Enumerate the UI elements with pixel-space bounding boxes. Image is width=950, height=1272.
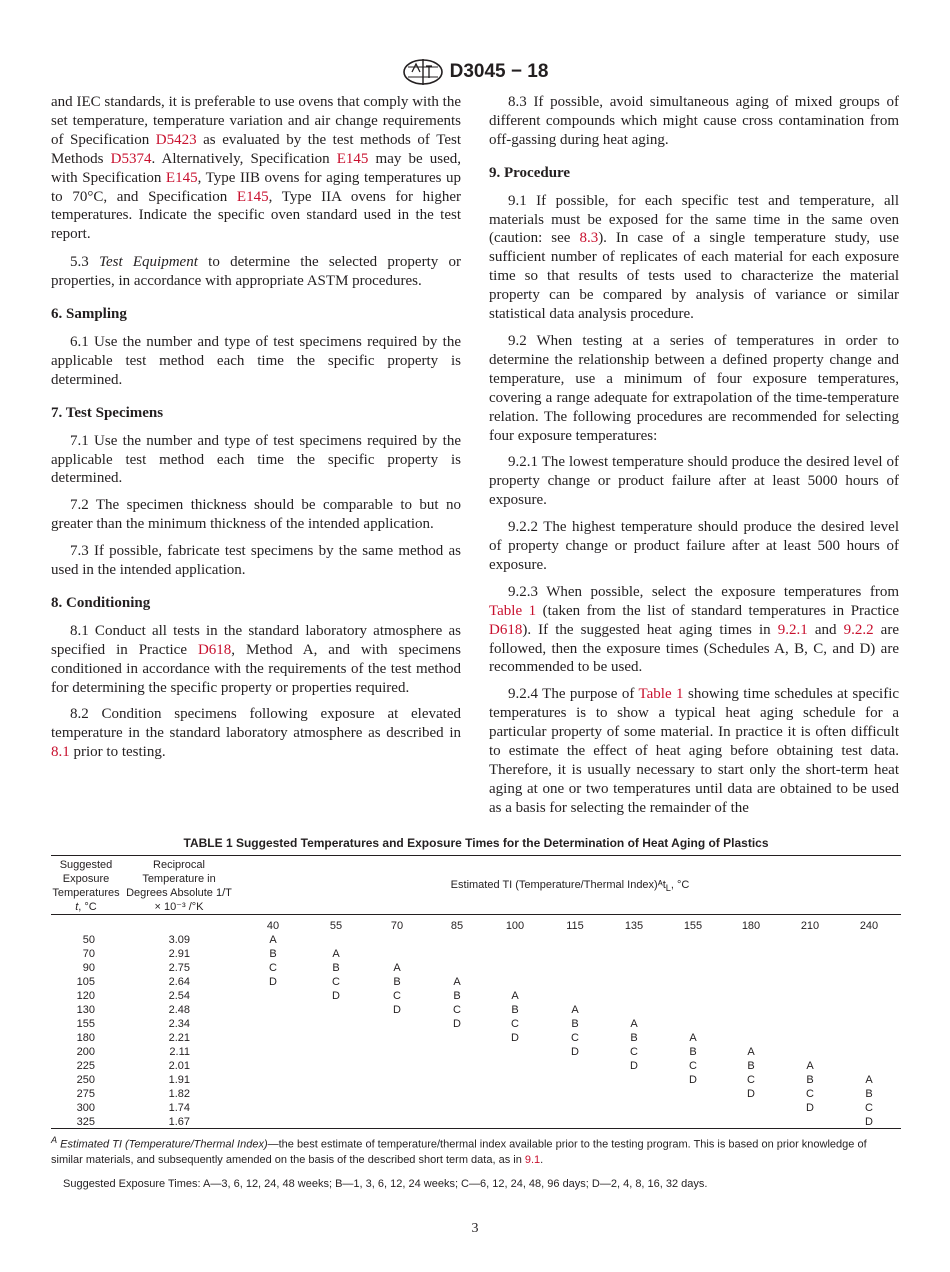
schedule-cell: A bbox=[747, 1046, 755, 1058]
ti-column-header: 85 bbox=[450, 920, 464, 932]
text-run: 6.1 Use the number and type of test specimens required by the applicable test method each time the specific property is determined. bbox=[51, 333, 461, 388]
text-run: 9.2.1 The lowest temperature should produce the desired level of property change or product failure after at least 5000 hours of exposure. bbox=[489, 454, 899, 509]
cross-reference-link[interactable]: 9.2.2 bbox=[843, 621, 874, 638]
reciprocal-cell: 3.09 bbox=[168, 934, 190, 946]
temperature-cell: 225 bbox=[76, 1060, 95, 1072]
text-run: , Type IIB ovens for aging temperatures up to 70°C, and Specification bbox=[51, 169, 461, 205]
reciprocal-cell: 2.11 bbox=[169, 1046, 190, 1058]
reciprocal-cell: 1.91 bbox=[168, 1074, 190, 1086]
schedule-cell: B bbox=[689, 1046, 697, 1058]
emphasis-text: Test Equipment bbox=[99, 254, 198, 271]
col-header-estimated-ti: Estimated TI (Temperature/Thermal Index)ᴬt$_L$, °C bbox=[450, 879, 690, 894]
temperature-cell: 105 bbox=[76, 976, 95, 988]
reciprocal-cell: 2.75 bbox=[168, 962, 190, 974]
reciprocal-cell: 1.74 bbox=[168, 1102, 190, 1114]
text-run: ). In case of a single temperature study, use sufficient number of replicates of each material for each exposure time so that results of tests used to characterize the material property can be compared by analysis of variance or similar statistical data analysis procedure. bbox=[489, 230, 899, 323]
reciprocal-cell: 2.54 bbox=[168, 990, 190, 1002]
schedule-cell: B bbox=[453, 990, 461, 1002]
para-9-2-1 bbox=[489, 453, 899, 510]
ti-column-header: 100 bbox=[505, 920, 525, 932]
ti-column-header: 155 bbox=[683, 920, 703, 932]
text-run: 7.3 If possible, fabricate test specimens by the same method as used in the intended application. bbox=[51, 543, 461, 579]
reciprocal-cell: 2.21 bbox=[168, 1032, 190, 1044]
cross-reference-link[interactable]: D618 bbox=[197, 641, 232, 658]
text-run: 9.2.3 When possible, select the exposure temperatures from bbox=[508, 583, 899, 600]
text-run: 8.1 Conduct all tests in the standard laboratory atmosphere as specified in Practice bbox=[51, 622, 461, 658]
reciprocal-cell: 1.82 bbox=[168, 1088, 190, 1100]
text-run: 7.1 Use the number and type of test specimens required by the applicable test method each time the specific property is determined. bbox=[51, 432, 461, 487]
reciprocal-cell: 2.34 bbox=[168, 1018, 190, 1030]
cross-reference-link[interactable]: 8.1 bbox=[51, 744, 70, 761]
page-header bbox=[0, 58, 950, 86]
reciprocal-cell: 1.67 bbox=[168, 1116, 190, 1128]
heading-test-specimens: 7. Test Specimens bbox=[51, 404, 164, 421]
para-7-2 bbox=[51, 496, 461, 534]
cross-reference-link[interactable]: D5374 bbox=[110, 150, 152, 167]
schedule-cell: C bbox=[865, 1102, 873, 1114]
ti-column-header: 55 bbox=[329, 920, 343, 932]
heading-conditioning: 8. Conditioning bbox=[51, 594, 151, 611]
text-run: ). If the suggested heat aging times in bbox=[522, 621, 778, 638]
cross-reference-link[interactable]: E145 bbox=[336, 150, 369, 167]
text-run: may be used, with Specification bbox=[51, 150, 461, 186]
temperature-cell: 250 bbox=[76, 1074, 95, 1086]
footnote-link[interactable]: 9.1 bbox=[524, 1153, 541, 1166]
schedule-cell: A bbox=[630, 1018, 638, 1030]
temperature-cell: 300 bbox=[76, 1102, 95, 1114]
para-9-1 bbox=[489, 192, 899, 324]
text-run: and bbox=[807, 621, 844, 638]
text-run: 8.3 If possible, avoid simultaneous aging of mixed groups of different compounds which might cause cross contamination from off-gassing during heat aging. bbox=[489, 94, 899, 148]
temperature-cell: 50 bbox=[82, 934, 95, 946]
text-run: 9.2 When testing at a series of temperatures in order to determine the relationship between a defined property change and temperature, use a minimum of four exposure temperatures, covering a range adequate for extrapolation of the time-temperature relation. The following procedures are recommended for selecting four exposure temperatures: bbox=[489, 332, 899, 444]
para-7-1 bbox=[51, 432, 461, 489]
table-header-rule bbox=[51, 914, 901, 915]
schedule-cell: B bbox=[630, 1032, 638, 1044]
reciprocal-cell: 2.48 bbox=[168, 1004, 190, 1016]
text-run: showing time schedules at specific temperatures is to show a typical heat aging schedule for a particular property of some material. In practice it is often difficult to estimate the effect of heat aging before obtaining test data. Therefore, it is usually necessary to start only the short-term heat aging at one or two temperatures until data are obtained to be used as a basis for selecting the remainder of the bbox=[489, 686, 900, 816]
para-9-2-4 bbox=[489, 685, 899, 817]
text-run: as evaluated by the test methods of Test Methods bbox=[51, 131, 461, 167]
temperature-cell: 70 bbox=[82, 948, 95, 960]
ti-column-header: 180 bbox=[741, 920, 761, 932]
reciprocal-cell: 2.91 bbox=[168, 948, 190, 960]
text-run: (taken from the list of standard temperatures in Practice bbox=[536, 602, 899, 619]
cross-reference-link[interactable]: 9.2.1 bbox=[777, 621, 808, 638]
schedule-cell: A bbox=[689, 1032, 697, 1044]
schedule-cell: C bbox=[806, 1088, 814, 1100]
col-header-temperature: Suggested Exposure Temperatures t, °C bbox=[52, 859, 120, 913]
astm-logo-icon bbox=[402, 58, 444, 86]
text-run: prior to testing. bbox=[69, 744, 166, 761]
ti-column-header: 70 bbox=[390, 920, 404, 932]
text-run: and IEC standards, it is preferable to use ovens that comply with the set temperature, temperature variation and air change requirements of Specification bbox=[51, 94, 461, 148]
cross-reference-link[interactable]: Table 1 bbox=[638, 686, 684, 703]
text-run: to determine the selected property or properties, in accordance with appropriate ASTM procedures. bbox=[51, 254, 462, 290]
schedule-cell: B bbox=[393, 976, 401, 988]
text-run: . Alternatively, Specification bbox=[151, 150, 337, 167]
schedule-cell: C bbox=[332, 976, 340, 988]
schedule-cell: D bbox=[689, 1074, 697, 1086]
schedule-cell: C bbox=[393, 990, 401, 1002]
para-8-3 bbox=[489, 93, 899, 150]
schedule-cell: D bbox=[806, 1102, 814, 1114]
para-9-2 bbox=[489, 332, 899, 445]
temperature-cell: 90 bbox=[82, 962, 95, 974]
schedule-cell: D bbox=[571, 1046, 579, 1058]
schedule-cell: D bbox=[511, 1032, 519, 1044]
para-5-3 bbox=[51, 253, 461, 291]
table-bottom-rule bbox=[51, 1128, 901, 1129]
reciprocal-cell: 2.64 bbox=[168, 976, 190, 988]
table-top-rule bbox=[51, 855, 901, 856]
text-run: 9.1 If possible, for each specific test and temperature, all materials must be exposed for the same time in the same oven (caution: see bbox=[489, 192, 899, 247]
text-run: 9.2.4 The purpose of bbox=[508, 686, 639, 703]
schedule-cell: D bbox=[865, 1116, 873, 1128]
schedule-cell: C bbox=[571, 1032, 579, 1044]
schedule-cell: D bbox=[630, 1060, 638, 1072]
ti-column-header: 210 bbox=[800, 920, 820, 932]
left-column bbox=[51, 93, 461, 770]
ti-column-header: 135 bbox=[624, 920, 644, 932]
para-6-1 bbox=[51, 333, 461, 390]
cross-reference-link[interactable]: D5423 bbox=[155, 131, 197, 148]
text-run: 7.2 The specimen thickness should be comparable to but no greater than the minimum thickness of the intended application. bbox=[51, 497, 461, 533]
schedule-cell: A bbox=[865, 1074, 873, 1086]
schedule-cell: A bbox=[453, 976, 461, 988]
schedule-cell: C bbox=[689, 1060, 697, 1072]
schedule-cell: D bbox=[453, 1018, 461, 1030]
schedule-cell: C bbox=[453, 1004, 461, 1016]
para-7-3 bbox=[51, 542, 461, 580]
standard-designation: D3045 − 18 bbox=[449, 61, 549, 82]
schedule-cell: B bbox=[511, 1004, 519, 1016]
ti-column-header: 240 bbox=[859, 920, 879, 932]
temperature-cell: 200 bbox=[76, 1046, 95, 1058]
schedule-cell: A bbox=[806, 1060, 814, 1072]
schedule-cell: D bbox=[747, 1088, 755, 1100]
text-run: are followed, then the exposure times (Schedules A, B, C, and D) are recommended to be used. bbox=[489, 621, 899, 676]
page-number: 3 bbox=[471, 1221, 479, 1236]
temperature-cell: 180 bbox=[76, 1032, 95, 1044]
temperature-cell: 120 bbox=[76, 990, 95, 1002]
table-title: TABLE 1 Suggested Temperatures and Exposure Times for the Determination of Heat Aging of Plastics bbox=[183, 836, 769, 850]
ti-column-header: 40 bbox=[266, 920, 280, 932]
schedule-cell: B bbox=[332, 962, 340, 974]
para-8-2 bbox=[51, 705, 461, 762]
reciprocal-cell: 2.01 bbox=[168, 1060, 190, 1072]
col-header-reciprocal: Reciprocal Temperature in Degrees Absolute 1/T × 10⁻³ /°K bbox=[126, 859, 232, 913]
cross-reference-link[interactable]: E145 bbox=[165, 169, 198, 186]
schedule-cell: A bbox=[269, 934, 277, 946]
ti-column-header: 115 bbox=[566, 920, 584, 932]
temperature-cell: 325 bbox=[76, 1116, 95, 1128]
schedule-cell: B bbox=[269, 948, 277, 960]
heading-procedure: 9. Procedure bbox=[489, 164, 571, 181]
cross-reference-link[interactable]: Table 1 bbox=[489, 602, 537, 619]
schedule-cell: C bbox=[747, 1074, 755, 1086]
schedule-cell: B bbox=[865, 1088, 873, 1100]
schedule-cell: A bbox=[571, 1004, 579, 1016]
schedule-cell: D bbox=[393, 1004, 401, 1016]
schedule-cell: A bbox=[511, 990, 519, 1002]
schedule-cell: D bbox=[332, 990, 340, 1002]
schedule-cell: C bbox=[511, 1018, 519, 1030]
schedule-cell: B bbox=[806, 1074, 814, 1086]
schedule-cell: A bbox=[393, 962, 401, 974]
temperature-cell: 155 bbox=[76, 1018, 95, 1030]
schedule-cell: D bbox=[269, 976, 277, 988]
para-8-1 bbox=[51, 622, 461, 698]
heading-sampling: 6. Sampling bbox=[51, 306, 127, 323]
text-run: , Method A, and with specimens conditioned in accordance with the requirements of the test method for determining the specific property or properties required. bbox=[51, 641, 461, 696]
schedule-cell: B bbox=[571, 1018, 579, 1030]
schedule-cell: A bbox=[332, 948, 340, 960]
schedule-cell: B bbox=[747, 1060, 755, 1072]
text-run: , Type IIA ovens for higher temperatures. Indicate the specific oven standard used in the test report. bbox=[51, 188, 461, 243]
table-footnote: $^A$ Estimated TI (Temperature/Thermal Index)—the best estimate of temperature/thermal index available prior to the testing program. This is based on prior knowledge of similar materials, and subsequently amended on the basis of the described short term data, as in 9.1. bbox=[51, 1135, 867, 1166]
right-column bbox=[489, 93, 899, 826]
text-run: 9.2.2 The highest temperature should produce the desired level of property change or product failure after at least 500 hours of exposure. bbox=[489, 519, 899, 573]
text-run: 8.2 Condition specimens following exposure at elevated temperature in the standard laboratory atmosphere as described in bbox=[51, 706, 461, 742]
para-9-2-3 bbox=[489, 583, 899, 678]
schedule-cell: C bbox=[630, 1046, 638, 1058]
para-9-2-2 bbox=[489, 518, 899, 575]
para-5-2-cont bbox=[51, 93, 461, 244]
schedule-note: Suggested Exposure Times: A—3, 6, 12, 24, 48 weeks; B—1, 3, 6, 12, 24 weeks; C—6, 12, 24, 48, 96 days; D—2, 4, 8, 16, 32 days. bbox=[63, 1178, 708, 1190]
text-run: 5.3 bbox=[70, 254, 100, 271]
temperature-cell: 275 bbox=[76, 1088, 95, 1100]
cross-reference-link[interactable]: D618 bbox=[489, 621, 523, 638]
cross-reference-link[interactable]: E145 bbox=[236, 188, 269, 205]
temperature-cell: 130 bbox=[76, 1004, 95, 1016]
schedule-cell: C bbox=[269, 962, 277, 974]
cross-reference-link[interactable]: 8.3 bbox=[579, 230, 599, 247]
